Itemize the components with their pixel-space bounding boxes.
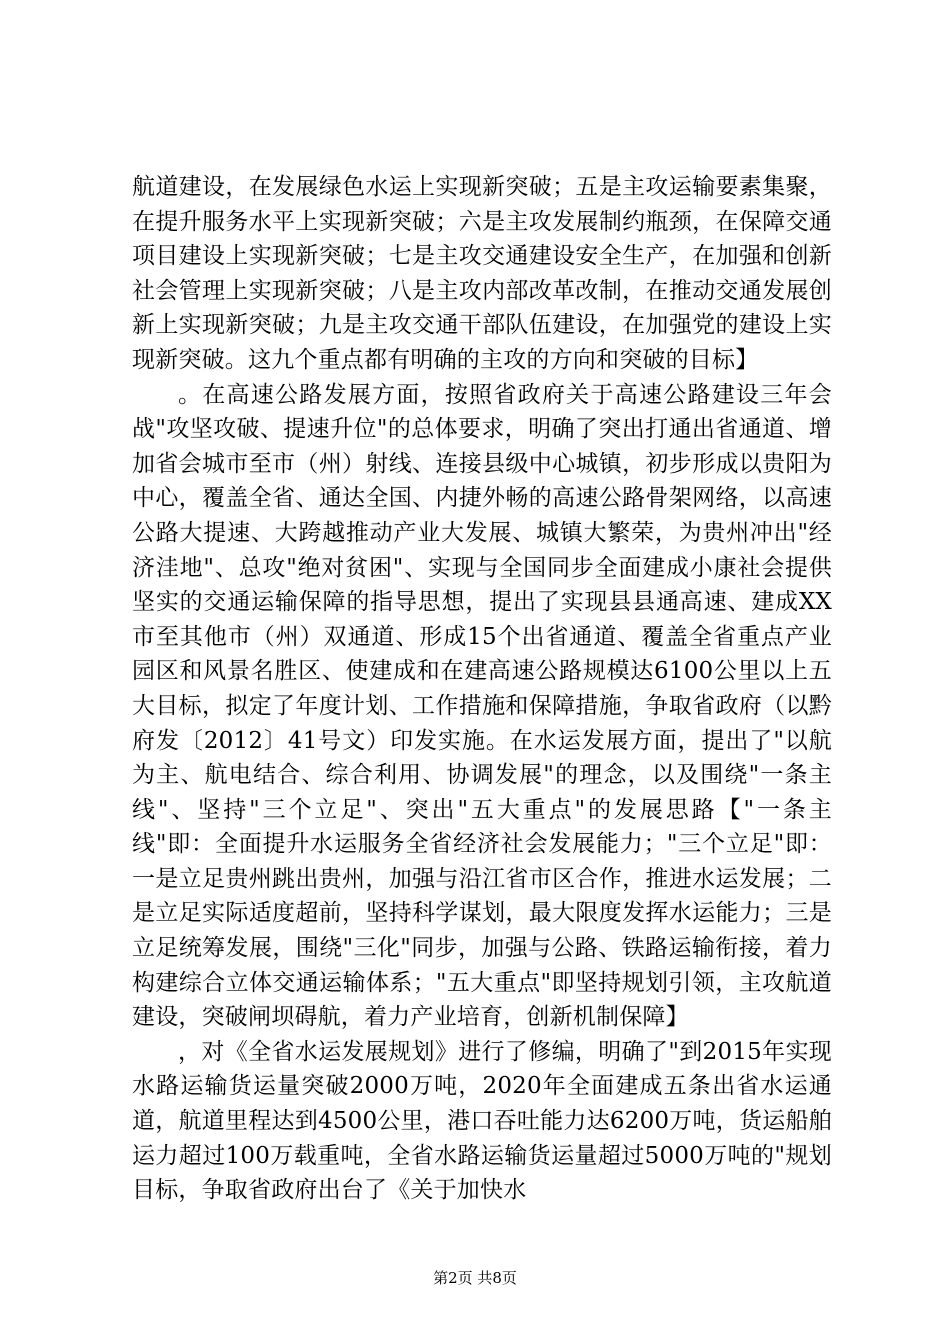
paragraph-waterway-plan: ，对《全省水运发展规划》进行了修编，明确了"到2015年实现水路运输货运量突破2000万吨，2020年全面建成五条出省水运通道，航道里程达到4500公里，港口吞吐能力达6200万吨，货运船舶运力超过100万载重吨，全省水路运输货运量超过5000万吨的"规划目标，争取省政府出台了《关于加快水 <box>132 1038 832 1204</box>
page-footer: 第2页 共8页 <box>433 1269 517 1287</box>
document-body <box>132 170 832 1208</box>
paragraph-highway-waterway: 。在高速公路发展方面，按照省政府关于高速公路建设三年会战"攻坚攻破、提速升位"的总体要求，明确了突出打通出省通道、增加省会城市至市（州）射线、连接县级中心城镇，初步形成以贵阳为中心，覆盖全省、通达全国、内捷外畅的高速公路骨架网络，以高速公路大提速、大跨越推动产业大发展、城镇大繁荣，为贵州冲出"经济洼地"、总攻"绝对贫困"、实现与全国同步全面建成小康社会提供坚实的交通运输保障的指导思想，提出了实现县县通高速、建成XX市至其他市（州）双通道、形成15个出省通道、覆盖全省重点产业园区和风景名胜区、使建成和在建高速公路规模达6100公里以上五大目标，拟定了年度计划、工作措施和保障措施，争取省政府（以黔府发〔2012〕41号文）印发实施。在水运发展方面，提出了"以航为主、航电结合、综合利用、协调发展"的理念，以及围绕"一条主线"、坚持"三个立足"、突出"五大重点"的发展思路【"一条主线"即：全面提升水运服务全省经济社会发展能力；"三个立足"即：一是立足贵州跳出贵州，加强与沿江省市区合作，推进水运发展；二是立足实际适度超前，坚持科学谋划，最大限度发挥水运能力；三是立足统筹发展，围绕"三化"同步，加强与公路、铁路运输衔接，着力构建综合立体交通运输体系；"五大重点"即坚持规划引领，主攻航道建设，突破闸坝碍航，着力产业培育，创新机制保障】 <box>132 381 832 1031</box>
paragraph-continued: 航道建设，在发展绿色水运上实现新突破；五是主攻运输要素集聚，在提升服务水平上实现新突破；六是主攻发展制约瓶颈，在保障交通项目建设上实现新突破；七是主攻交通建设安全生产，在加强和创新社会管理上实现新突破；八是主攻内部改革改制，在推动交通发展创新上实现新突破；九是主攻交通干部队伍建设，在加强党的建设上实现新突破。这九个重点都有明确的主攻的方向和突破的目标】 <box>132 174 832 373</box>
